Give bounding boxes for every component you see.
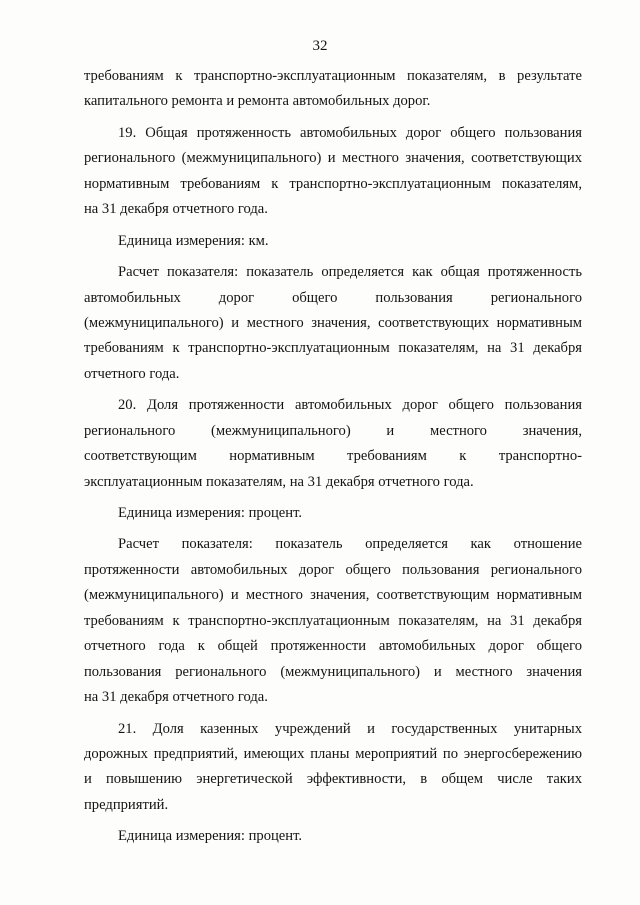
- text-line: протяженности автомобильных дорог общего пользования регионального: [84, 561, 582, 578]
- text-line: отчетного года к общей протяженности автомобильных дорог общего: [84, 638, 582, 655]
- text-line: отчетного года.: [84, 365, 180, 382]
- text-line: соответствующим нормативным требованиям к транспортно-: [84, 448, 582, 465]
- text-line: (межмуниципального) и местного значения, соответствующих нормативным: [84, 314, 582, 331]
- document-body: [84, 64, 582, 850]
- text-line: (межмуниципального) и местного значения, соответствующим нормативным: [84, 587, 582, 604]
- text-line: пользования регионального (межмуниципального) и местного значения: [84, 663, 582, 680]
- text-line: и повышению энергетической эффективности, в общем числе таких: [84, 771, 582, 788]
- text-line: дорожных предприятий, имеющих планы мероприятий по энергосбережению: [84, 745, 582, 762]
- text-line: Единица измерения: км.: [118, 232, 269, 249]
- text-line: регионального (межмуниципального) и местного значения, соответствующих: [84, 150, 582, 167]
- text-line: 19. Общая протяженность автомобильных дорог общего пользования: [118, 124, 582, 141]
- text-line: автомобильных дорог общего пользования регионального: [84, 289, 582, 306]
- text-line: требованиям к транспортно-эксплуатационным показателям, на 31 декабря: [84, 340, 582, 357]
- text-line: Единица измерения: процент.: [118, 505, 303, 521]
- text-line: на 31 декабря отчетного года.: [84, 201, 268, 218]
- text-line: предприятий.: [84, 796, 169, 813]
- text-line: 20. Доля протяженности автомобильных дорог общего пользования: [118, 397, 582, 414]
- text-line: Единица измерения: процент.: [118, 828, 303, 845]
- text-line: эксплуатационным показателям, на 31 декабря отчетного года.: [84, 473, 474, 490]
- text-line: Расчет показателя: показатель определяется как общая протяженность: [118, 264, 582, 281]
- page-number: 32: [312, 38, 328, 54]
- text-line: 21. Доля казенных учреждений и государственных унитарных: [118, 720, 582, 737]
- text-line: регионального (межмуниципального) и местного значения,: [84, 422, 582, 439]
- text-line: капитального ремонта и ремонта автомобильных дорог.: [84, 93, 431, 110]
- text-line: требованиям к транспортно-эксплуатационным показателям, в результате: [84, 68, 582, 84]
- text-line: требованиям к транспортно-эксплуатационным показателям, на 31 декабря: [84, 612, 582, 629]
- text-line: Расчет показателя: показатель определяется как отношение: [118, 536, 582, 553]
- text-line: на 31 декабря отчетного года.: [84, 689, 268, 706]
- text-line: нормативным требованиям к транспортно-эксплуатационным показателям,: [84, 175, 582, 192]
